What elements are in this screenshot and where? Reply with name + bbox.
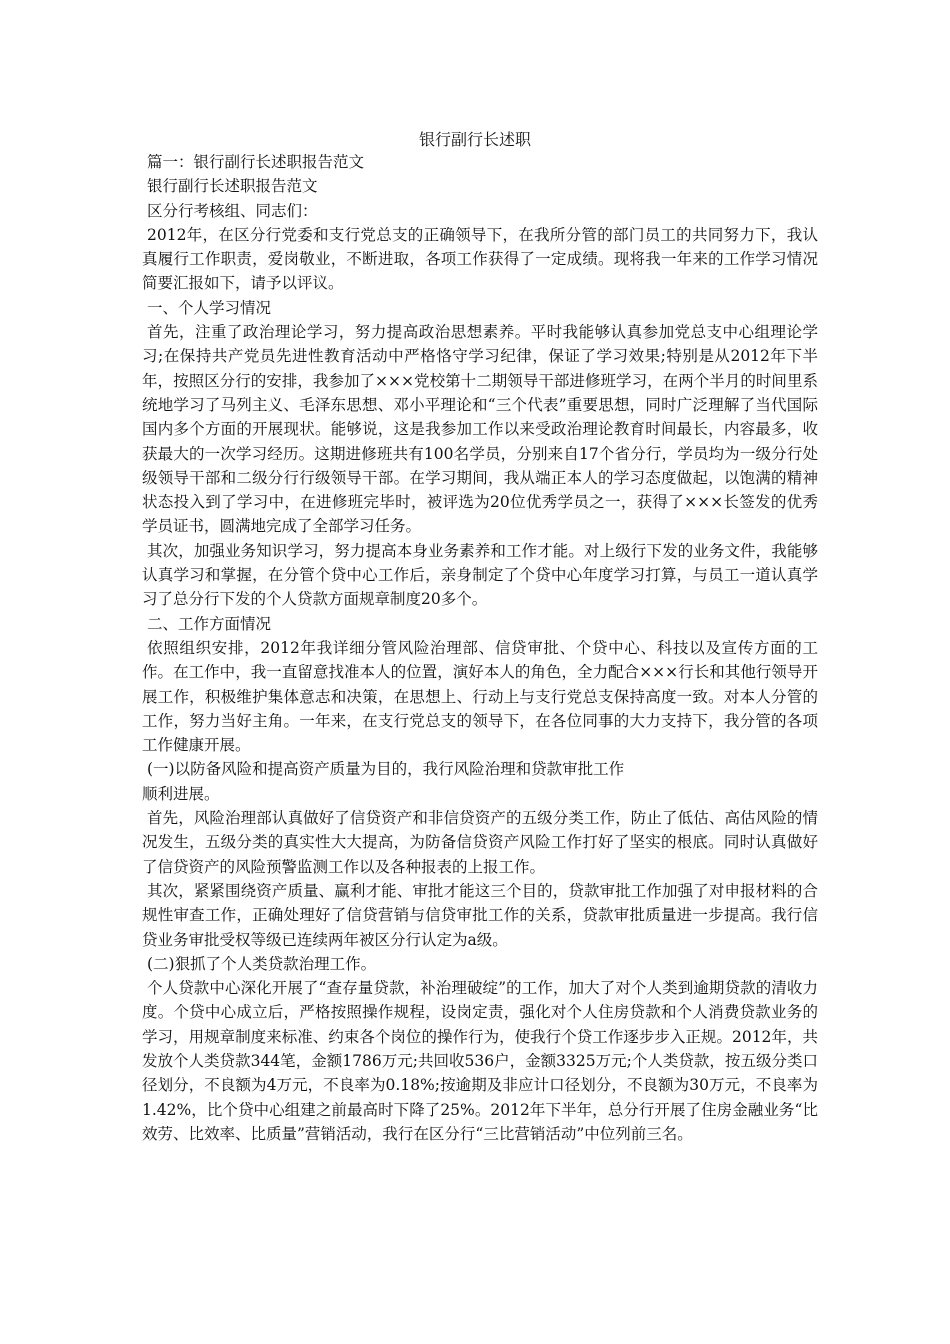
paragraph: 二、工作方面情况 [147,614,272,633]
paragraph: 个人贷款中心深化开展了“查存量贷款，补治理破绽”的工作，加大了对个人类到逾期贷款的清收力度。个贷中心成立后，严格按照操作规程，设岗定责，强化对个人住房贷款和个人消费贷款业务的学习，用规章制度来标准、约束各个岗位的操作行为，使我行个贷工作逐步步入正规。2012年，共发放个人类贷款344笔，金额1786万元;共回收536户，金额3325万元;个人类贷款，按五级分类口径划分，不良额为4万元，不良率为0.18%;按逾期及非应计口径划分，不良额为30万元，不良率为1.42%，比个贷中心组建之前最高时下降了25%。2012年下半年，总分行开展了住房金融业务“比效劳、比效率、比质量”营销活动，我行在区分行“三比营销活动”中位列前三名。 [142,979,818,1143]
paragraph: 银行副行长述职报告范文 [147,177,318,196]
paragraph: (二)狠抓了个人类贷款治理工作。 [147,954,377,973]
paragraph: 首先，注重了政治理论学习，努力提高政治思想素养。平时我能够认真参加党总支中心组理论学习;在保持共产党员先进性教育活动中严格恪守学习纪律，保证了学习效果;特别是从2012年下半年，按照区分行的安排，我参加了×××党校第十二期领导干部进修班学习，在两个半月的时间里系统地学习了马列主义、毛泽东思想、邓小平理论和“三个代表”重要思想，同时广泛理解了当代国际国内多个方面的开展现状。能够说，这是我参加工作以来受政治理论教育时间最长，内容最多，收获最大的一次学习经历。这期进修班共有100名学员，分别来自17个省分行，学员均为一级分行处级领导干部和二级分行行级领导干部。在学习期间，我从端正本人的学习态度做起，以饱满的精神状态投入到了学习中，在进修班完毕时，被评选为20位优秀学员之一，获得了×××长签发的优秀学员证书，圆满地完成了全部学习任务。 [142,323,818,536]
paragraph: 篇一：银行副行长述职报告范文 [147,153,365,171]
paragraph: 顺利进展。 [142,784,220,803]
document-body [142,150,818,1146]
document-title: 银行副行长述职 [418,130,531,149]
paragraph: 一、个人学习情况 [147,298,272,317]
paragraph: 区分行考核组、同志们： [147,201,318,220]
paragraph: 2012年，在区分行党委和支行党总支的正确领导下，在我所分管的部门员工的共同努力下，我认真履行工作职责，爱岗敬业，不断进取，各项工作获得了一定成绩。现将我一年来的工作学习情况简要汇报如下，请予以评议。 [142,225,818,293]
paragraph: (一)以防备风险和提高资产质量为目的，我行风险治理和贷款审批工作 [147,760,625,779]
paragraph: 首先，风险治理部认真做好了信贷资产和非信贷资产的五级分类工作，防止了低估、高估风险的情况发生，五级分类的真实性大大提高，为防备信贷资产风险工作打好了坚实的根底。同时认真做好了信贷资产的风险预警监测工作以及各种报表的上报工作。 [142,809,818,876]
paragraph: 其次，紧紧围绕资产质量、赢利才能、审批才能这三个目的，贷款审批工作加强了对申报材料的合规性审查工作，正确处理好了信贷营销与信贷审批工作的关系，贷款审批质量进一步提高。我行信贷业务审批受权等级已连续两年被区分行认定为a级。 [142,881,818,949]
paragraph: 其次，加强业务知识学习，努力提高本身业务素养和工作才能。对上级行下发的业务文件，我能够认真学习和掌握，在分管个贷中心工作后，亲身制定了个贷中心年度学习打算，与员工一道认真学习了总分行下发的个人贷款方面规章制度20多个。 [142,541,818,609]
paragraph: 依照组织安排，2012年我详细分管风险治理部、信贷审批、个贷中心、科技以及宣传方面的工作。在工作中，我一直留意找准本人的位置，演好本人的角色，全力配合×××行长和其他行领导开展工作，积极维护集体意志和决策，在思想上、行动上与支行党总支保持高度一致。对本人分管的工作，努力当好主角。一年来，在支行党总支的领导下，在各位同事的大力支持下，我分管的各项工作健康开展。 [142,638,818,755]
